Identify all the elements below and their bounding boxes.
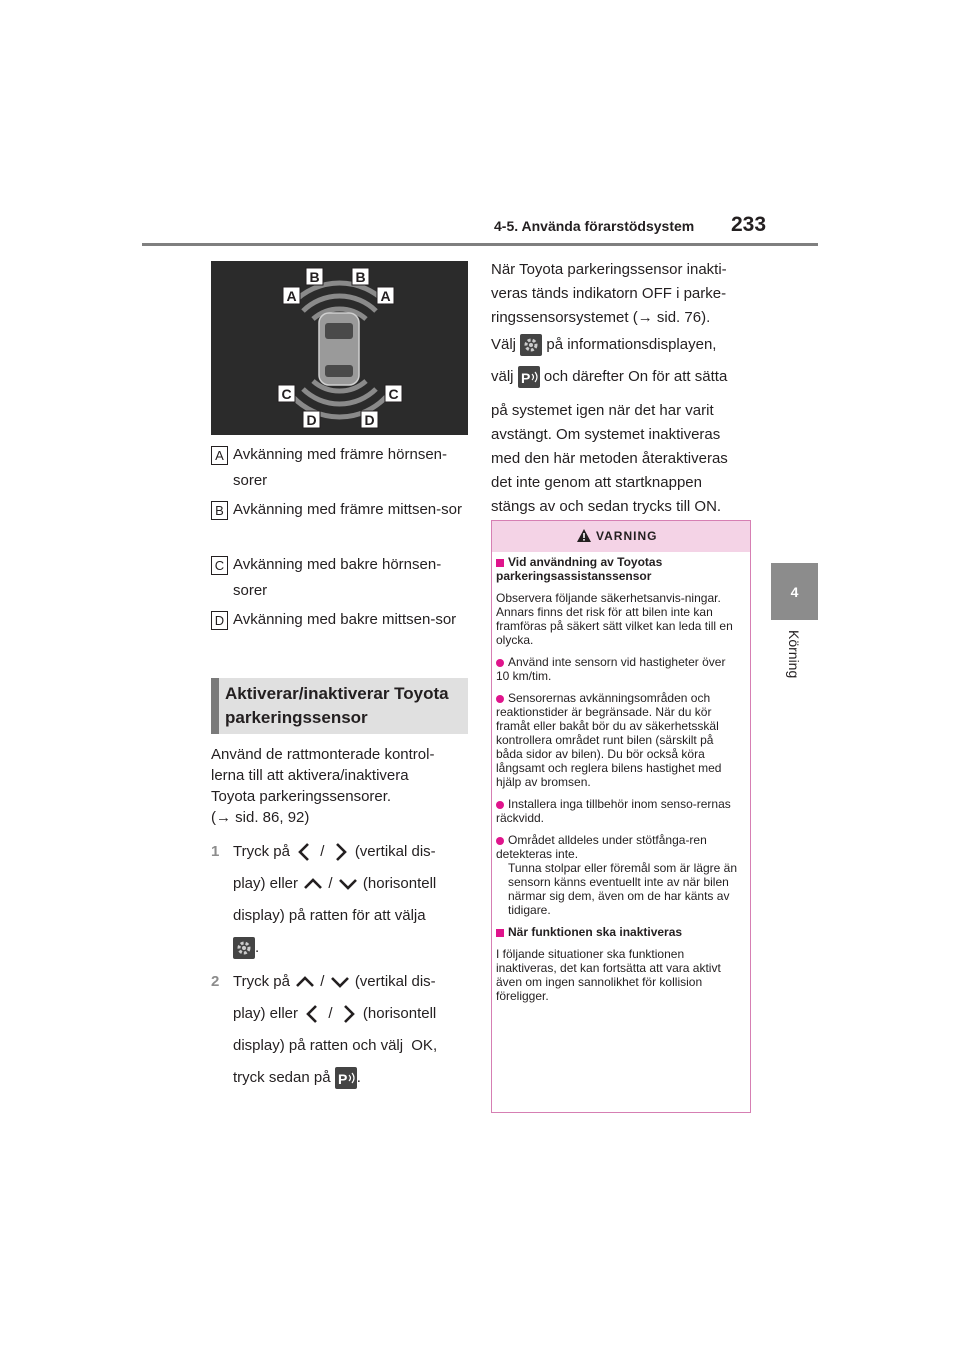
warning-body	[496, 555, 742, 1003]
text-fragment: Välj	[491, 336, 517, 353]
step-text: Tryck på	[233, 973, 290, 990]
diagram-label: B	[355, 269, 366, 285]
legend-item	[211, 442, 467, 494]
warning-heading-text: När funktionen ska inaktiveras	[508, 925, 683, 939]
text-line: veras tänds indikatorn OFF i parke-	[491, 285, 727, 302]
step-text: .	[356, 1069, 361, 1086]
step-text: display) på ratten och välj	[233, 1037, 404, 1054]
legend-key: D	[211, 611, 228, 630]
text-line: ringssensorsystemet (→ sid. 76).	[491, 309, 711, 326]
legend-text: Avkänning med främre mittsen-sor	[233, 501, 462, 518]
text-line	[491, 365, 751, 399]
legend-key: C	[211, 556, 228, 575]
parking-sensor-icon	[518, 366, 540, 388]
warning-bullet-text: Sensorernas avkänningsområden och reaktionstider är begränsade. När du kör framåt eller bakåt bör du av säkerhetsskäl kontrollera området runt bilen (särskilt på båda sidor av bilen). Du bör också köra långsamt och reglera bilens hastighet med hjälp av bromsen.	[496, 691, 722, 789]
step-text: tryck sedan på	[233, 1069, 331, 1086]
chevron-right-icon	[329, 841, 351, 863]
diagram-label: D	[364, 412, 375, 428]
warning-text: I följande situationer ska funktionen inaktiveras, det kan fortsätta att vara aktivt även om ingen sannolikhet för kollision föreligger.	[496, 947, 721, 1003]
intro-line: Använd de rattmonterade kontrol-	[211, 746, 435, 763]
diagram-label: C	[388, 386, 399, 402]
dot-bullet-icon	[496, 837, 504, 845]
step-text: (vertikal dis-	[354, 973, 436, 990]
warning-bullet-text: Installera inga tillbehör inom senso-rernas räckvidd.	[496, 797, 731, 825]
section-heading-text: Aktiverar/inaktiverar Toyota parkeringssensor	[225, 684, 449, 727]
warning-text: Observera följande säkerhetsanvis-ningar.	[496, 591, 721, 605]
step-text: (horisontell	[362, 875, 437, 892]
settings-gear-icon	[233, 937, 255, 959]
warning-text: Annars finns det risk för att bilen inte kan framföras på säkert sätt vilket kan leda till en olycka.	[496, 605, 733, 647]
text-line: det inte genom att startknappen	[491, 474, 702, 491]
warning-text: Tunna stolpar eller föremål som är lägre än sensorn känns eventuellt inte av när bilen närmar sig dem, även om de har känts av tidigare.	[508, 861, 737, 917]
dot-bullet-icon	[496, 659, 504, 667]
step-text: display) på ratten för att välja	[233, 907, 426, 924]
legend-text: Avkänning med bakre mittsen-sor	[233, 611, 457, 628]
step-2	[211, 966, 467, 1094]
right-paragraph-2	[491, 333, 751, 519]
warning-triangle-icon	[576, 528, 592, 543]
page-number: 233	[731, 213, 767, 236]
diagram-label: A	[286, 288, 297, 304]
step-number: 1	[211, 843, 220, 860]
dot-bullet-icon	[496, 801, 504, 809]
chevron-right-icon	[337, 1003, 359, 1025]
right-paragraph-1	[491, 258, 751, 330]
chevron-left-icon	[302, 1003, 324, 1025]
text-line: på systemet igen när det har varit	[491, 402, 714, 419]
section-heading	[211, 678, 468, 734]
diagram-label: A	[380, 288, 391, 304]
legend-item	[211, 497, 467, 523]
settings-gear-icon	[520, 334, 542, 356]
step-1	[211, 836, 467, 964]
step-text: (horisontell	[362, 1005, 437, 1022]
step-text: /	[320, 843, 325, 860]
text-line: stängs av och sedan trycks till ON.	[491, 498, 722, 515]
dot-bullet-icon	[496, 695, 504, 703]
text-line: med den här metoden återaktiveras	[491, 450, 728, 467]
text-line	[491, 333, 751, 363]
svg-text:P: P	[520, 370, 531, 387]
legend-text: Avkänning med främre hörnsen-sorer	[233, 446, 447, 489]
text-fragment: välj	[491, 368, 514, 385]
square-bullet-icon	[496, 559, 504, 567]
chapter-label: Körning	[786, 630, 802, 679]
legend-item	[211, 607, 467, 633]
text-line: När Toyota parkeringssensor inakti-	[491, 261, 727, 278]
text-line: avstängt. Om systemet inaktiveras	[491, 426, 721, 443]
warning-heading	[496, 925, 742, 939]
chevron-left-icon	[294, 841, 316, 863]
step-text: Tryck på	[233, 843, 290, 860]
warning-box	[491, 520, 751, 1113]
text-fragment: och därefter On för att sätta	[543, 368, 728, 385]
chevron-up-icon	[302, 873, 324, 895]
intro-paragraph	[211, 744, 467, 828]
intro-line: (→ sid. 86, 92)	[211, 809, 310, 826]
sensor-zone-illustration	[211, 261, 468, 435]
warning-bullet	[496, 833, 742, 861]
warning-bullet-text: Området alldeles under stötfånga-ren detekteras inte.	[496, 833, 707, 861]
step-text: (vertikal dis-	[354, 843, 436, 860]
chapter-tab: 4	[771, 563, 818, 620]
step-text: .	[255, 939, 260, 956]
legend-key: B	[211, 501, 228, 520]
diagram-label: D	[306, 412, 317, 428]
warning-heading	[496, 555, 742, 583]
ok-label: OK	[411, 1037, 433, 1054]
section-title: 4-5. Använda förarstödsystem	[494, 218, 695, 234]
svg-text:P: P	[337, 1071, 348, 1088]
intro-line: lerna till att aktivera/inaktivera	[211, 767, 409, 784]
legend-text: Avkänning med bakre hörnsen-sorer	[233, 556, 442, 599]
chevron-down-icon	[337, 873, 359, 895]
step-text: play) eller	[233, 1005, 299, 1022]
text-fragment: på informationsdisplayen,	[546, 336, 717, 353]
diagram-label: C	[281, 386, 292, 402]
intro-line: Toyota parkeringssensorer.	[211, 788, 392, 805]
legend-item	[211, 552, 467, 604]
header-rule	[142, 243, 818, 246]
step-text: /	[328, 1005, 333, 1022]
chevron-up-icon	[294, 971, 316, 993]
step-text: play) eller	[233, 875, 299, 892]
legend-key: A	[211, 446, 228, 465]
parking-sensor-diagram	[211, 261, 468, 435]
diagram-label: B	[309, 269, 320, 285]
warning-bullet-text: Använd inte sensorn vid hastigheter över 10 km/tim.	[496, 655, 726, 683]
chevron-down-icon	[329, 971, 351, 993]
step-text: /	[320, 973, 325, 990]
square-bullet-icon	[496, 929, 504, 937]
parking-sensor-icon	[335, 1067, 357, 1089]
warning-bullet	[496, 655, 742, 683]
warning-title: VARNING	[596, 529, 658, 543]
warning-bullet	[496, 691, 742, 789]
warning-header	[492, 521, 750, 552]
step-text: ,	[432, 1037, 438, 1054]
heading-bar	[211, 678, 219, 734]
warning-bullet	[496, 797, 742, 825]
step-number: 2	[211, 973, 220, 990]
warning-heading-text: Vid användning av Toyotas parkeringsassistanssensor	[496, 555, 663, 583]
step-text: /	[328, 875, 333, 892]
